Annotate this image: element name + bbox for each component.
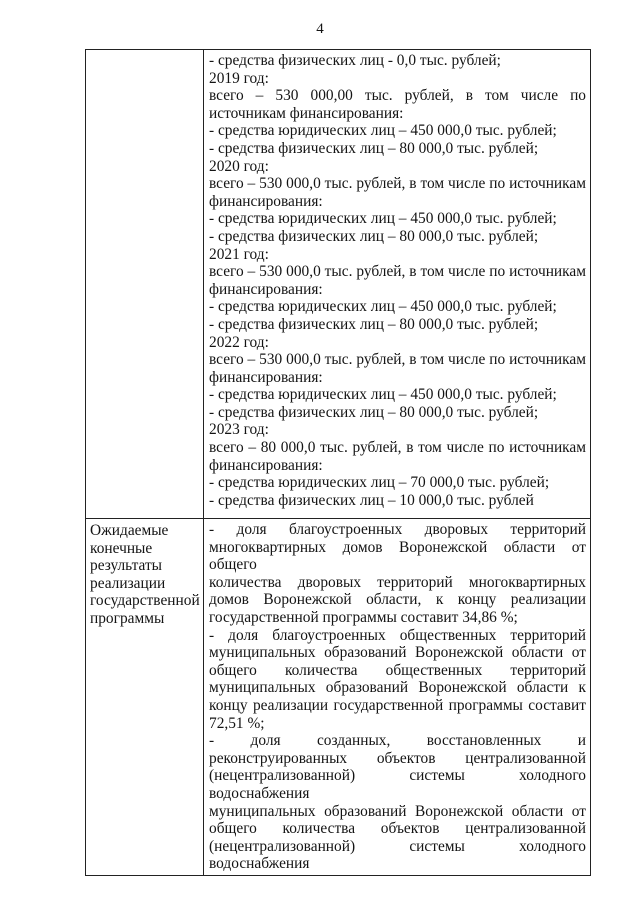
funding-text-line: всего – 530 000,0 тыс. рублей, в том числе по источникам	[209, 351, 586, 369]
results-text-line: (нецентрализованной) системы холодного водоснабжения	[209, 837, 586, 873]
results-text-line: домов Воронежской области, к концу реализации	[209, 591, 586, 609]
funding-text-line: - средства юридических лиц – 70 000,0 тыс. рублей;	[209, 474, 550, 492]
results-label-line: реализации	[90, 574, 166, 592]
results-text-line: концу реализации государственной программы составит	[209, 696, 586, 714]
funding-text-line: - средства физических лиц - 0,0 тыс. рублей;	[209, 52, 501, 69]
funding-text-line: - средства юридических лиц – 450 000,0 тыс. рублей;	[209, 122, 557, 140]
funding-value-cell	[204, 50, 591, 519]
funding-text-line: финансирования:	[209, 368, 323, 386]
funding-text	[204, 50, 590, 511]
page-number: 4	[316, 21, 324, 37]
results-text-line: государственной программы составит 34,86 %;	[209, 608, 518, 626]
funding-text-line: - средства физических лиц – 10 000,0 тыс. рублей	[209, 491, 534, 509]
results-text-line: (нецентрализованной) системы холодного водоснабжения	[209, 767, 586, 802]
funding-text-line: всего – 530 000,0 тыс. рублей, в том числе по источникам	[209, 263, 586, 281]
funding-text-line: всего – 80 000,0 тыс. рублей, в том числе по источникам	[209, 439, 586, 457]
funding-text-line: - средства физических лиц – 80 000,0 тыс. рублей;	[209, 227, 539, 245]
funding-text-line: финансирования:	[209, 456, 323, 474]
results-row	[86, 519, 591, 876]
results-label-line: конечные	[90, 539, 153, 557]
results-text-line: общего количества объектов централизованной	[209, 820, 586, 838]
passport-table	[85, 49, 591, 876]
funding-row	[86, 50, 591, 519]
results-label	[86, 519, 203, 628]
funding-text-line: 2021 год:	[209, 245, 269, 263]
funding-text-line: - средства физических лиц – 80 000,0 тыс. рублей;	[209, 139, 539, 157]
results-text	[204, 519, 590, 875]
funding-text-line: - средства юридических лиц – 450 000,0 тыс. рублей;	[209, 298, 557, 316]
results-value-cell	[204, 519, 591, 876]
results-label-line: программы	[90, 609, 165, 627]
results-text-line: - доля благоустроенных общественных территорий	[209, 626, 586, 644]
funding-text-line: 2019 год:	[209, 69, 269, 87]
funding-text-line: 2022 год:	[209, 333, 269, 351]
funding-text-line: всего – 530 000,00 тыс. рублей, в том числе по	[209, 87, 586, 105]
funding-text-line: финансирования:	[209, 280, 323, 298]
results-label-line: результаты	[90, 557, 163, 575]
funding-text-line: - средства юридических лиц – 450 000,0 тыс. рублей;	[209, 386, 557, 404]
results-text-line: реконструированных объектов централизованной	[209, 749, 586, 767]
results-text-line: муниципальных образований Воронежской области от	[209, 802, 586, 820]
funding-text-line: источникам финансирования:	[209, 104, 404, 122]
results-text-line: общего количества общественных территорий	[209, 661, 586, 679]
results-label-line: государственной	[90, 592, 200, 610]
funding-text-line: - средства юридических лиц – 450 000,0 тыс. рублей;	[209, 210, 557, 228]
funding-text-line: финансирования:	[209, 192, 323, 210]
results-text-line: 72,51 %;	[209, 714, 265, 732]
funding-label-cell	[86, 50, 204, 519]
funding-text-line: - средства физических лиц – 80 000,0 тыс. рублей;	[209, 315, 539, 333]
results-text-line: - доля созданных, восстановленных и	[209, 732, 586, 750]
results-text-line: многоквартирных домов Воронежской области от общего	[209, 538, 586, 574]
results-text-line: муниципальных образований Воронежской области от	[209, 644, 586, 662]
funding-text-line: 2020 год:	[209, 157, 269, 175]
results-label-cell	[86, 519, 204, 876]
funding-text-line: - средства физических лиц – 80 000,0 тыс. рублей;	[209, 403, 539, 421]
results-text-line: муниципальных образований Воронежской области к	[209, 679, 586, 697]
funding-label	[86, 50, 203, 53]
funding-text-line: 2023 год:	[209, 421, 269, 439]
results-label-line: Ожидаемые	[90, 522, 169, 539]
results-text-line: - доля благоустроенных дворовых территорий	[209, 521, 586, 538]
funding-text-line: всего – 530 000,0 тыс. рублей, в том числе по источникам	[209, 175, 586, 193]
results-text-line: количества дворовых территорий многоквартирных	[209, 573, 586, 591]
